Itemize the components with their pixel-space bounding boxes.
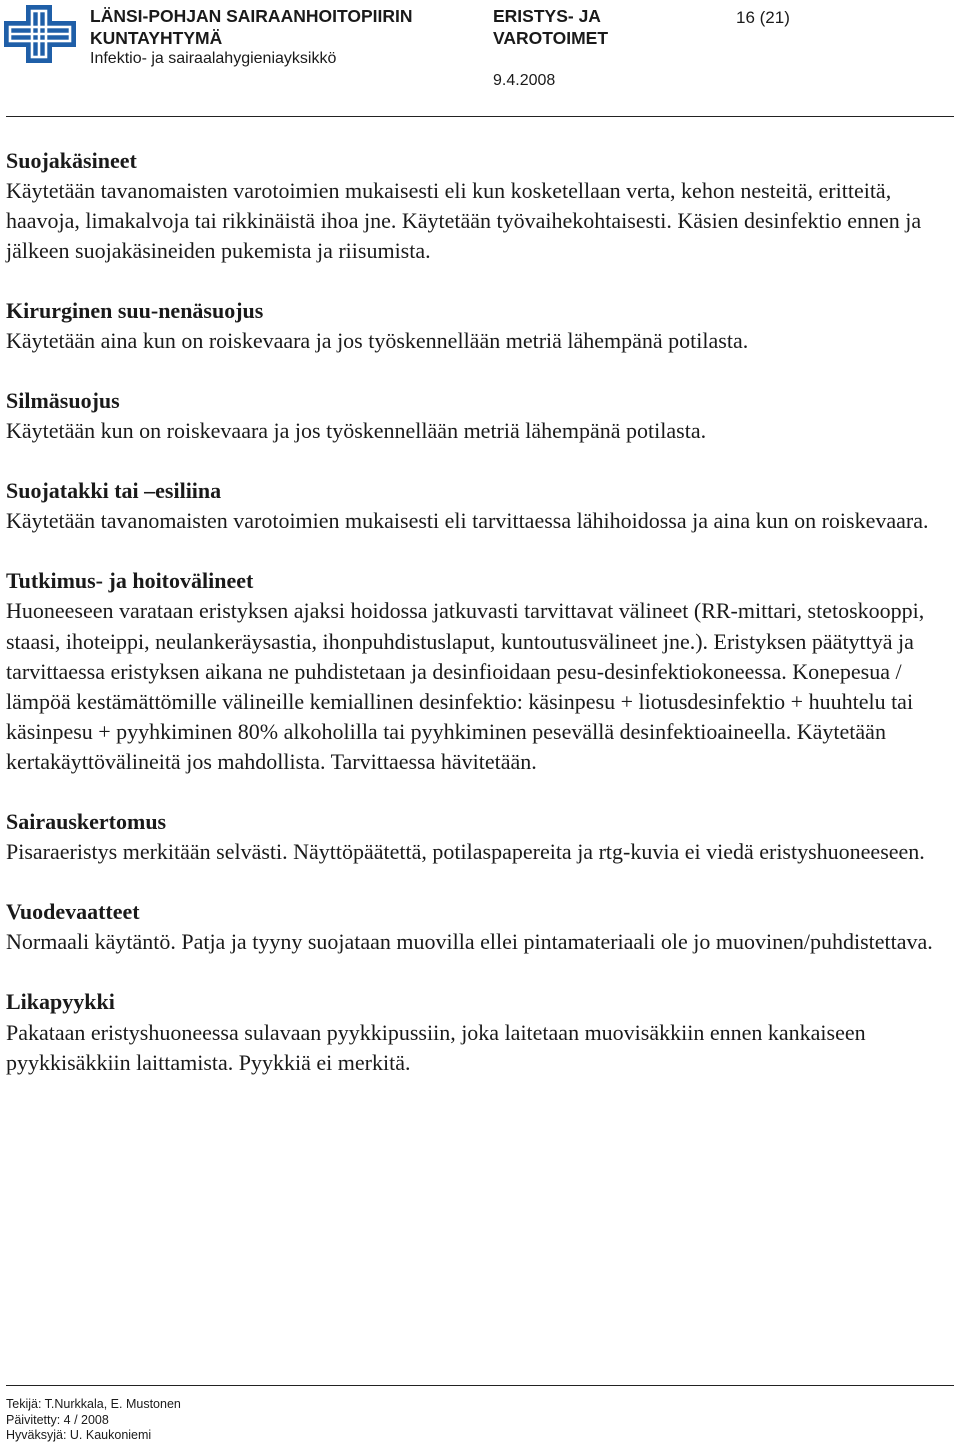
section-silmasuojus [6, 386, 956, 447]
footer [6, 1397, 181, 1444]
section-suojatakki [6, 476, 956, 537]
section-heading: Suojakäsineet [6, 148, 137, 173]
header-divider [6, 116, 954, 117]
document-title-line1: ERISTYS- JA [493, 6, 601, 26]
section-heading: Suojatakki tai –esiliina [6, 477, 222, 503]
section-text: Käytetään tavanomaisten varotoimien mukaisesti eli tarvittaessa lähihoidossa ja aina kun on roiskevaara. [6, 508, 929, 534]
document-body [6, 146, 956, 1108]
section-text: Huoneeseen varataan eristyksen ajaksi hoidossa jatkuvasti tarvittavat välineet (RR-mittari, stetoskooppi, staasi, ihoteippi, neulankeräysastia, ihonpuhdistuslaput, kuntoutusvälineet jne.). Eristyksen päätyttyä ja tarvittaessa eristyksen aikana ne puhdistetaan ja desinfioidaan pesu-desinfektiokoneessa. Konepesua / lämpöä kestämättömille välineille kemiallinen desinfektio: käsinpesu + liotusdesinfektio + huuhtelu tai käsinpesu + pyyhkiminen 80% alkoholilla tai pyyhkiminen pesevällä desinfektioaineella. Käytetään kertakäyttövälineitä jos mahdollista. Tarvittaessa hävitetään. [6, 598, 925, 775]
section-heading: Kirurginen suu-nenäsuojus [6, 297, 264, 323]
footer-approved: Hyväksyjä: U. Kaukoniemi [6, 1428, 152, 1442]
section-heading: Vuodevaatteet [6, 899, 140, 925]
document-date: 9.4.2008 [493, 72, 556, 89]
section-text: Käytetään aina kun on roiskevaara ja jos työskennellään metriä lähempänä potilasta. [6, 328, 749, 354]
footer-author: Tekijä: T.Nurkkala, E. Mustonen [6, 1397, 181, 1411]
section-text: Käytetään kun on roiskevaara ja jos työskennellään metriä lähempänä potilasta. [6, 418, 707, 444]
section-suojakasineet [6, 146, 956, 266]
section-suu-nenasuojus [6, 296, 956, 357]
footer-divider [6, 1385, 954, 1386]
section-heading: Tutkimus- ja hoitovälineet [6, 568, 254, 594]
section-likapyykki [6, 987, 956, 1078]
organization-unit: Infektio- ja sairaalahygieniayksikkö [90, 50, 337, 67]
section-text: Pakataan eristyshuoneessa sulavaan pyykkipussiin, joka laitetaan muovisäkkiin ennen kankaiseen pyykkisäkkiin laittamista. Pyykkiä ei merkitä. [6, 1019, 866, 1075]
section-text: Käytetään tavanomaisten varotoimien mukaisesti eli kun kosketellaan verta, kehon nesteitä, eritteitä, haavoja, limakalvoja tai rikkinäistä ihoa jne. Käytetään työvaihekohtaisesti. Käsien desinfektio ennen ja jälkeen suojakäsineiden pukemista ja riisumista. [6, 178, 922, 264]
footer-updated: Päivitetty: 4 / 2008 [6, 1412, 109, 1427]
section-text: Pisaraeristys merkitään selvästi. Näyttöpäätettä, potilaspapereita ja rtg-kuvia ei viedä eristyshuoneeseen. [6, 839, 925, 865]
section-vuodevaatteet [6, 897, 956, 958]
document-title-line2: VAROTOIMET [493, 28, 609, 48]
section-heading: Silmäsuojus [6, 387, 120, 413]
section-sairauskertomus [6, 807, 956, 868]
section-heading: Likapyykki [6, 989, 115, 1015]
page-number: 16 (21) [736, 8, 790, 27]
section-text: Normaali käytäntö. Patja ja tyyny suojataan muovilla ellei pintamateriaali ole jo muovinen/puhdistettava. [6, 929, 933, 955]
organization-name-line1: LÄNSI-POHJAN SAIRAANHOITOPIIRIN [90, 6, 413, 26]
organization-name-line2: KUNTAYHTYMÄ [90, 28, 223, 48]
section-heading: Sairauskertomus [6, 809, 167, 835]
section-tutkimusvalineet [6, 566, 956, 778]
cross-logo-icon [4, 5, 76, 63]
